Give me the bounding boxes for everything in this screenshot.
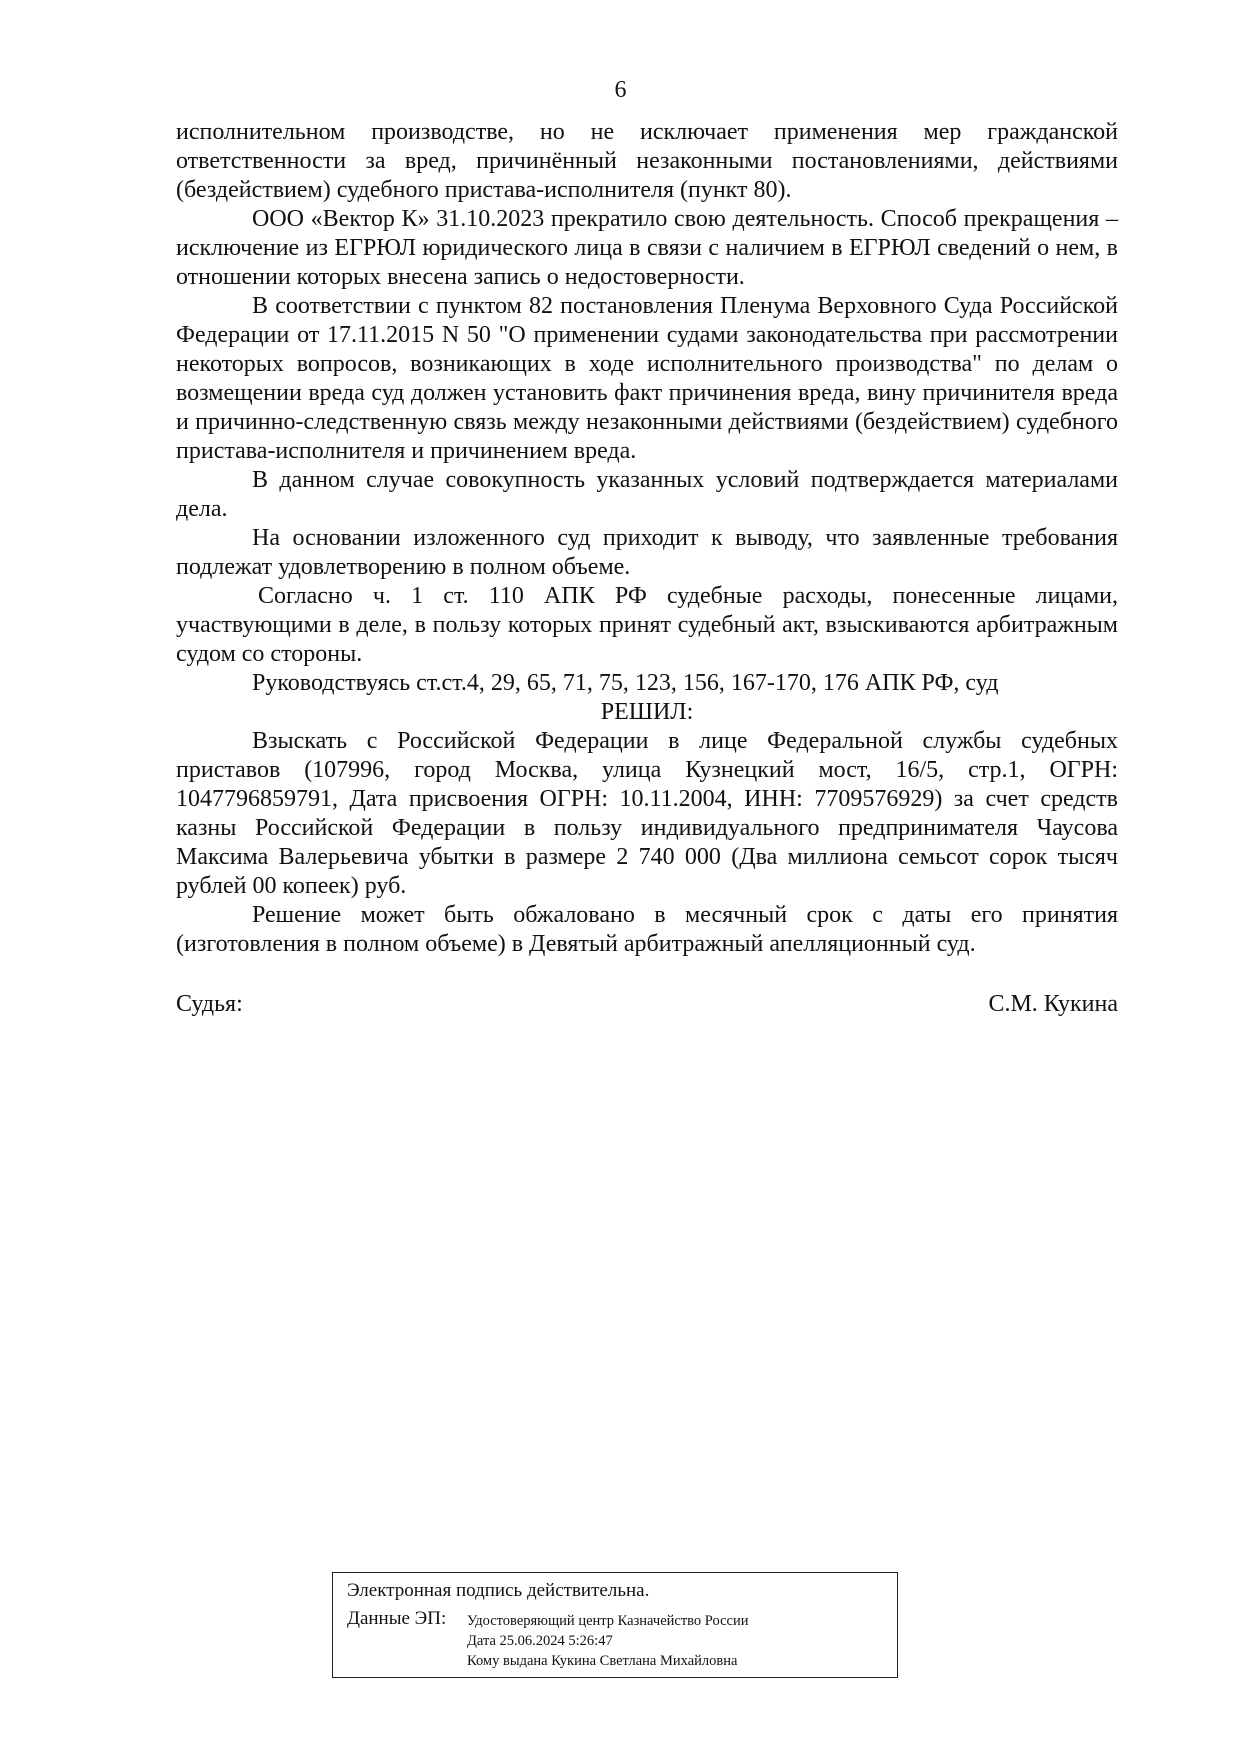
e-signature-date: Дата 25.06.2024 5:26:47 xyxy=(467,1633,613,1649)
paragraph-court-costs: Согласно ч. 1 ст. 110 АПК РФ судебные расходы, понесенные лицами, участвующими в деле, в пользу которых принят судебный акт, взыскиваются арбитражным судом со стороны. xyxy=(176,583,1118,667)
judge-signature xyxy=(176,990,1118,1020)
judge-name: С.М. Кукина xyxy=(988,991,1118,1017)
e-signature-details xyxy=(467,1611,749,1671)
e-signature-label: Данные ЭП: xyxy=(347,1608,447,1629)
decision-heading: РЕШИЛ: xyxy=(600,699,694,725)
paragraph-recovery: Взыскать с Российской Федерации в лице Федеральной службы судебных приставов (107996, город Москва, улица Кузнецкий мост, 16/5, стр.1, ОГРН: 1047796859791, Дата присвоения ОГРН: 10.11.2004, ИНН: 7709576929) за счет средств казны Российской Федерации в пользу индивидуального предпринимателя Чаусова Максима Валерьевича убытки в размере 2 740 000 (Два миллиона семьсот сорок тысяч рублей 00 копеек) руб. xyxy=(176,728,1118,899)
paragraph-company-termination: ООО «Вектор К» 31.10.2023 прекратило свою деятельность. Способ прекращения – исключение из ЕГРЮЛ юридического лица в связи с наличием в ЕГРЮЛ сведений о нем, в отношении которых внесена запись о недостоверности. xyxy=(176,206,1118,290)
electronic-signature-stamp xyxy=(332,1572,898,1678)
document-body xyxy=(176,118,1118,959)
judge-label: Судья: xyxy=(176,991,243,1017)
paragraph-conditions-confirmed: В данном случае совокупность указанных условий подтверждается материалами дела. xyxy=(176,467,1118,522)
paragraph-guided-by: Руководствуясь ст.ст.4, 29, 65, 71, 75, 123, 156, 167-170, 176 АПК РФ, суд xyxy=(252,670,999,696)
page-number: 6 xyxy=(614,77,627,103)
e-signature-issuer: Удостоверяющий центр Казначейство России xyxy=(467,1613,749,1629)
paragraph-conclusion: На основании изложенного суд приходит к выводу, что заявленные требования подлежат удовлетворению в полном объеме. xyxy=(176,525,1118,580)
e-signature-title: Электронная подпись действительна. xyxy=(347,1580,650,1601)
paragraph-continuation: исполнительном производстве, но не исключает применения мер гражданской ответственности за вред, причинённый незаконными постановлениями, действиями (бездействием) судебного пристава-исполнителя (пункт 80). xyxy=(176,119,1118,203)
paragraph-plenum-reference: В соответствии с пунктом 82 постановления Пленума Верховного Суда Российской Федерации от 17.11.2015 N 50 "О применении судами законодательства при рассмотрении некоторых вопросов, возникающих в ходе исполнительного производства" по делам о возмещении вреда суд должен установить факт причинения вреда, вину причинителя вреда и причинно-следственную связь между незаконными действиями (бездействием) судебного пристава-исполнителя и причинением вреда. xyxy=(176,293,1118,464)
paragraph-appeal: Решение может быть обжаловано в месячный срок с даты его принятия (изготовления в полном объеме) в Девятый арбитражный апелляционный суд. xyxy=(176,902,1118,957)
e-signature-issued-to: Кому выдана Кукина Светлана Михайловна xyxy=(467,1653,738,1669)
